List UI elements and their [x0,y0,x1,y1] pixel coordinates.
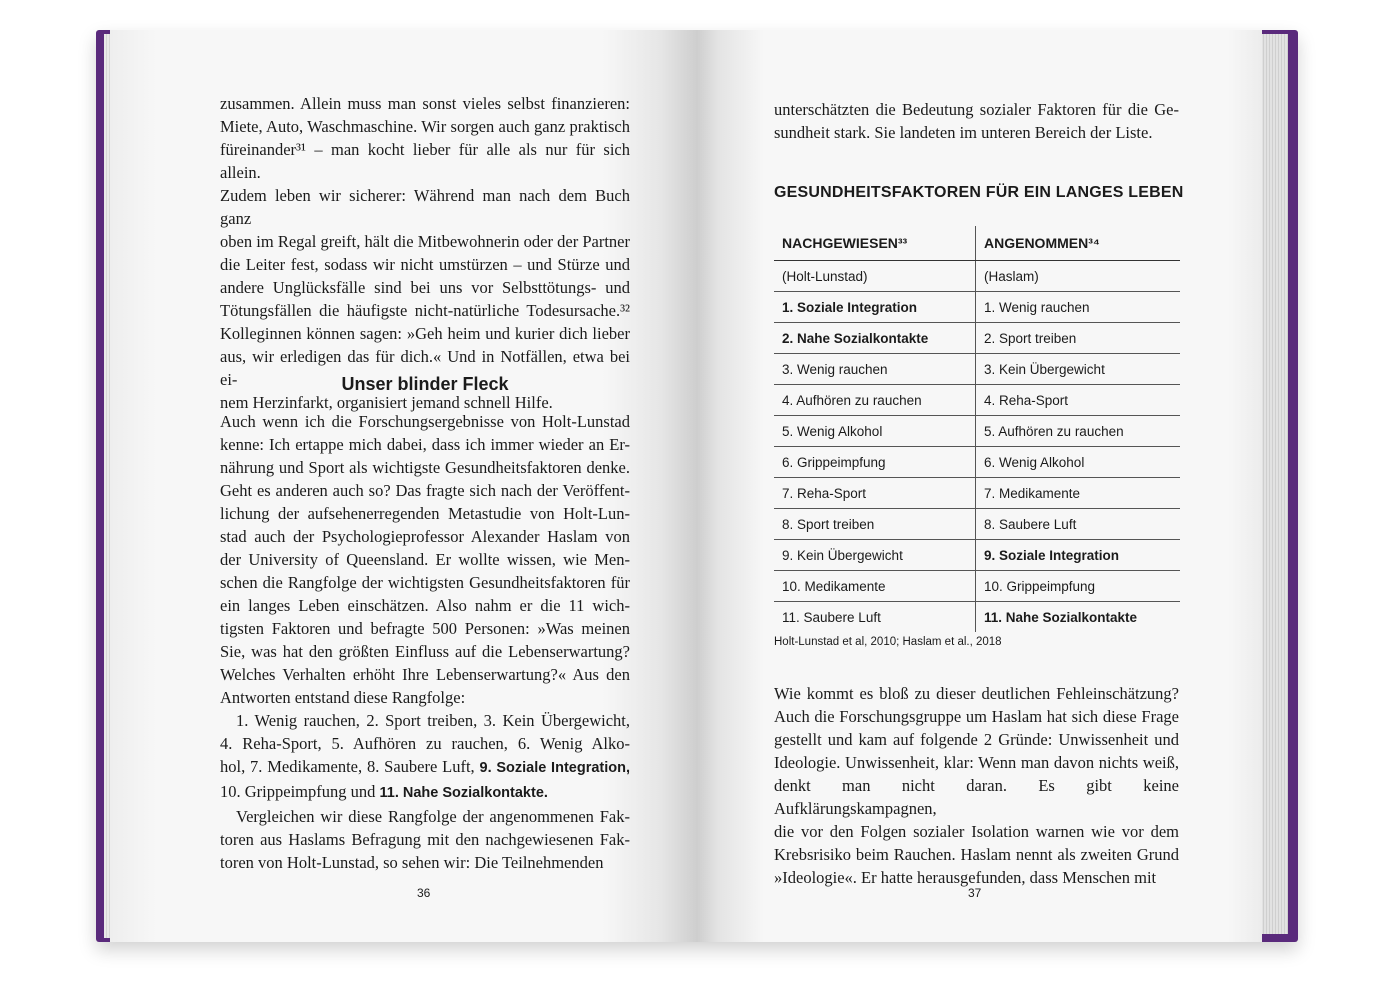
left-paragraph-2-line: ein langes Leben einschätzen. Also nahm er die 11 wich- [220,596,630,615]
table-row [774,385,1180,416]
table-cell-left: 8. Sport treiben [774,509,976,540]
left-paragraph-2-line: Auch wenn ich die Forschungsergebnisse von Holt-Lunstad [220,412,630,431]
left-paragraph-1-line: aus, wir erledigen das für dich.« Und in Notfällen, etwa bei ei- [220,347,630,389]
left-paragraph-2-line: stad auch der Psychologieprofessor Alexander Haslam von [220,527,630,546]
left-paragraph-2-line: schen die Rangfolge der wichtigsten Gesundheitsfaktoren für [220,573,630,592]
health-factors-table [774,226,1180,632]
left-paragraph-1-line: Kolleginnen können sagen: »Geh heim und kurier dich lieber [220,324,630,343]
right-paragraph-1-line: unterschätzten die Bedeutung sozialer Faktoren für die Ge- [774,100,1179,119]
left-paragraph-2-line: lichung der aufsehenerregenden Metastudie von Holt-Lun- [220,504,630,523]
table-row [774,323,1180,354]
table-header-row [774,226,1180,261]
left-paragraph-1-line: Miete, Auto, Waschmaschine. Wir sorgen auch ganz praktisch [220,117,630,136]
table-cell-right: 5. Aufhören zu rauchen [976,416,1181,447]
left-paragraph-1-line: oben im Regal greift, hält die Mitbewohnerin oder der Partner [220,232,630,251]
ranking-line-3: hol, 7. Medikamente, 8. Saubere Luft, 9. Soziale Integration, [220,757,630,776]
table-cell-left: (Holt-Lunstad) [774,261,976,292]
left-paragraph-1-line: füreinander³¹ – man kocht lieber für alle als nur für sich allein. [220,140,630,182]
left-paragraph-1-line: die Leiter fest, sodass wir nicht umstürzen – und Stürze und [220,255,630,274]
table-cell-left: 2. Nahe Sozialkontakte [774,323,976,354]
left-paragraph-2-line: tigsten Faktoren und befragte 500 Personen: »Was meinen [220,619,630,638]
left-paragraph-3-line: toren aus Haslams Befragung mit den nachgewiesenen Fak- [220,830,630,849]
right-paragraph-2-line: »Ideologie«. Er hatte herausgefunden, dass Menschen mit [774,868,1157,887]
table-row [774,292,1180,323]
left-paragraph-2-line: Geht es anderen auch so? Das fragte sich nach der Veröffent- [220,481,630,500]
table-row [774,602,1180,633]
left-paragraph-2-line: Welches Verhalten erhöht Ihre Lebenserwartung?« Aus den [220,665,630,684]
left-paragraph-1-line: Zudem leben wir sicherer: Während man nach dem Buch ganz [220,186,630,228]
table-cell-right: 10. Grippeimpfung [976,571,1181,602]
table-cell-left: 1. Soziale Integration [774,292,976,323]
table-row [774,354,1180,385]
right-paragraph-2-line: Wie kommt es bloß zu dieser deutlichen Fehleinschätzung? [774,684,1179,703]
table-row [774,509,1180,540]
table-row [774,571,1180,602]
table-cell-right: 11. Nahe Sozialkontakte [984,609,1138,625]
table-cell-left: 6. Grippeimpfung [774,447,976,478]
table-cell-right: 8. Saubere Luft [976,509,1181,540]
right-paragraph-2-line: Auch die Forschungsgruppe um Haslam hat sich diese Frage [774,707,1179,726]
left-paragraph-1-line: andere Unglücksfälle sind bei uns vor Selbsttötungs- und [220,278,630,297]
left-paragraph-2-line: Sie, was hat den größten Einfluss auf die Lebenserwartung? [220,642,630,661]
header-nachgewiesen: NACHGEWIESEN³³ [774,226,976,261]
right-paragraph-2-line: die vor den Folgen sozialer Isolation warnen wie vor dem [774,822,1179,841]
page-number-left: 36 [417,886,431,900]
left-paragraph-2-line: der University of Queensland. Er wollte wissen, wie Men- [220,550,630,569]
table-cell-left: 7. Reha-Sport [774,478,976,509]
left-paragraph-1-line: Tötungsfällen die häufigste nicht-natürliche Todesursache.³² [220,301,630,320]
table-row [774,261,1180,292]
table-source: Holt-Lunstad et al, 2010; Haslam et al., 2018 [774,636,1002,648]
right-paragraph-2-line: Krebsrisiko beim Rauchen. Haslam nennt als zweiten Grund [774,845,1179,864]
table-row [774,540,1180,571]
right-paragraph-2-line: Ideologie. Unwissenheit, klar: Wenn man davon nichts weiß, [774,753,1179,772]
ranking-bold-social-integration: 9. Soziale Integration, [479,760,630,776]
left-paragraph-1 [220,92,630,414]
table-cell-right: 9. Soziale Integration [976,540,1181,571]
table-cell-right: 6. Wenig Alkohol [976,447,1181,478]
right-paragraph-2-line: gestellt und kam auf folgende 2 Gründe: Unwissenheit und [774,730,1179,749]
left-paragraph-2-line: nährung und Sport als wichtigste Gesundheitsfaktoren denke. [220,458,630,477]
table-cell-left: 10. Medikamente [774,571,976,602]
table-cell-right: 7. Medikamente [976,478,1181,509]
left-paragraph-1-line: zusammen. Allein muss man sonst vieles selbst finanzieren: [220,94,630,113]
table-row [774,447,1180,478]
right-paragraph-1 [774,98,1179,144]
ranking-bold-social-contacts: 11. Nahe Sozialkontakte. [379,785,548,801]
table-cell-left: 3. Wenig rauchen [774,354,976,385]
table-cell-left: 11. Saubere Luft [774,602,976,633]
right-paragraph-2-line: denkt man nicht daran. Es gibt keine Aufklärungskampagnen, [774,776,1179,818]
table-cell-right: 1. Wenig rauchen [976,292,1181,323]
left-paragraph-2-line: kenne: Ich ertappe mich dabei, dass ich immer wieder an Er- [220,435,630,454]
right-paragraph-1-line: sundheit stark. Sie landeten im unteren Bereich der Liste. [774,123,1153,142]
table-cell-left: 5. Wenig Alkohol [774,416,976,447]
ranking-line-1: 1. Wenig rauchen, 2. Sport treiben, 3. Kein Übergewicht, [236,711,630,730]
left-paragraph-1-line: nem Herzinfarkt, organisiert jemand schnell Hilfe. [220,393,553,412]
table-cell-right: 3. Kein Übergewicht [976,354,1181,385]
table-cell-right: 4. Reha-Sport [976,385,1181,416]
right-paragraph-2 [774,682,1179,889]
table-row [774,416,1180,447]
left-paragraph-2 [220,410,630,874]
table-cell-left: 4. Aufhören zu rauchen [774,385,976,416]
section-heading: Unser blinder Fleck [341,374,509,394]
table-row [774,478,1180,509]
left-paragraph-3-line: toren von Holt-Lunstad, so sehen wir: Die Teilnehmenden [220,853,604,872]
left-paragraph-3-line: Vergleichen wir diese Rangfolge der angenommenen Fak- [236,807,630,826]
ranking-line-4: 10. Grippeimpfung und 11. Nahe Sozialkontakte. [220,782,548,801]
table-cell-left: 9. Kein Übergewicht [774,540,976,571]
table-title: GESUNDHEITSFAKTOREN FÜR EIN LANGES LEBEN [774,184,1184,201]
header-angenommen: ANGENOMMEN³⁴ [976,226,1181,261]
ranking-line-2: 4. Reha-Sport, 5. Aufhören zu rauchen, 6. Wenig Alko- [220,734,630,753]
table-cell-right: (Haslam) [976,261,1181,292]
left-paragraph-2-line: Antworten entstand diese Rangfolge: [220,688,466,707]
table-cell-right: 2. Sport treiben [976,323,1181,354]
page-number-right: 37 [968,886,982,900]
